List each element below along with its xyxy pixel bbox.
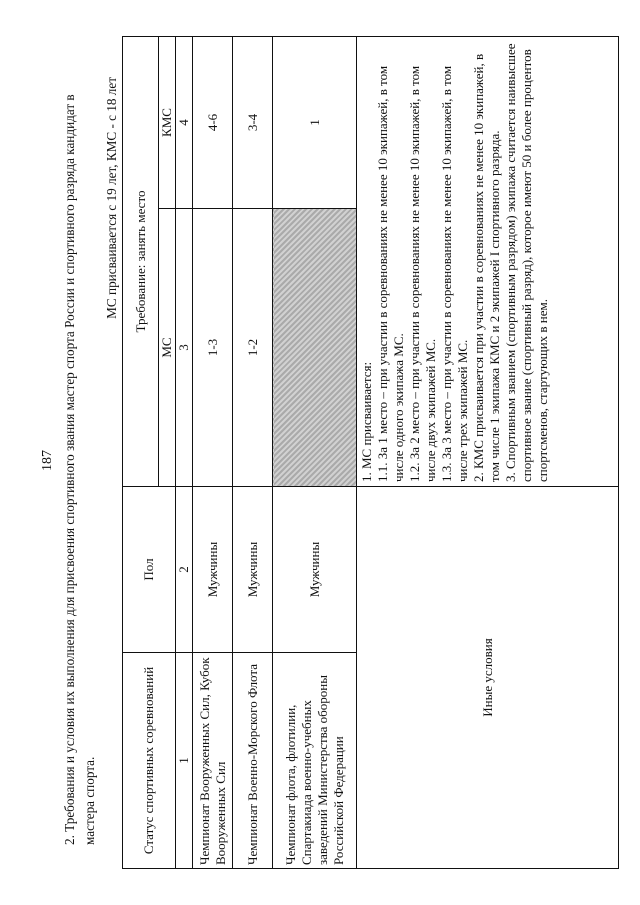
row-status: Чемпионат флота, флотилии, Спартакиада военно-учебных заведений Министерства обороны Российской Федерации xyxy=(273,653,357,869)
condition-line: 3. Спортивным званием (спортивным разрядом) экипажа считается наивысшее спортивное звание (спортивный разряд), которое имеют 50 и более процентов спортсменов, стартующих в нем. xyxy=(503,43,550,482)
table-row xyxy=(233,36,273,868)
condition-line: 1.3. За 3 место – при участии в соревнованиях не менее 10 экипажей, в том числе трех экипажей МС. xyxy=(439,65,470,482)
other-conditions-text xyxy=(357,36,619,486)
header-status: Статус спортивных соревнований xyxy=(123,653,176,869)
header-requirement: Требование: занять место xyxy=(123,36,159,486)
row-kms: 3-4 xyxy=(233,36,273,208)
column-number: 1 xyxy=(176,653,193,869)
row-sex: Мужчины xyxy=(273,487,357,653)
row-ms: 1-3 xyxy=(193,209,233,487)
other-conditions-label: Иные условия xyxy=(357,487,619,869)
header-row-top xyxy=(123,36,159,868)
table-row xyxy=(193,36,233,868)
column-number: 4 xyxy=(176,36,193,208)
age-note: МС присваивается с 19 лет, КМС - с 18 лет xyxy=(104,77,119,319)
condition-line: 1. МС присваивается: xyxy=(359,361,374,482)
row-status: Чемпионат Военно-Морского Флота xyxy=(233,653,273,869)
section-heading: 2. Требования и условия их выполнения для присвоения спортивного звания мастер спорта России и спортивного разряда кандидат в мастера спорта. xyxy=(62,94,97,845)
row-sex: Мужчины xyxy=(233,487,273,653)
column-numbers-row xyxy=(176,36,193,868)
row-kms: 4-6 xyxy=(193,36,233,208)
condition-line: 1.1. За 1 место – при участии в соревнованиях не менее 10 экипажей, в том числе одного экипажа МС. xyxy=(375,65,406,482)
condition-line: 2. КМС присваивается при участии в соревнованиях не менее 10 экипажей, в том числе 1 экипажа КМС и 2 экипажей I спортивного разряда. xyxy=(471,53,502,482)
other-conditions-row xyxy=(357,36,619,868)
header-kms: КМС xyxy=(159,36,176,208)
row-status: Чемпионат Вооруженных Сил, Кубок Вооруженных Сил xyxy=(193,653,233,869)
row-ms-shaded xyxy=(273,209,357,487)
row-kms: 1 xyxy=(273,36,357,208)
row-ms: 1-2 xyxy=(233,209,273,487)
column-number: 2 xyxy=(176,487,193,653)
condition-line: 1.2. За 2 место – при участии в соревнованиях не менее 10 экипажей, в том числе двух экипажей МС. xyxy=(407,65,438,482)
table-row xyxy=(273,36,357,868)
row-sex: Мужчины xyxy=(193,487,233,653)
header-ms: МС xyxy=(159,209,176,487)
column-number: 3 xyxy=(176,209,193,487)
page-number: 187 xyxy=(40,450,55,471)
requirements-table xyxy=(122,36,619,869)
header-sex: Пол xyxy=(123,487,176,653)
